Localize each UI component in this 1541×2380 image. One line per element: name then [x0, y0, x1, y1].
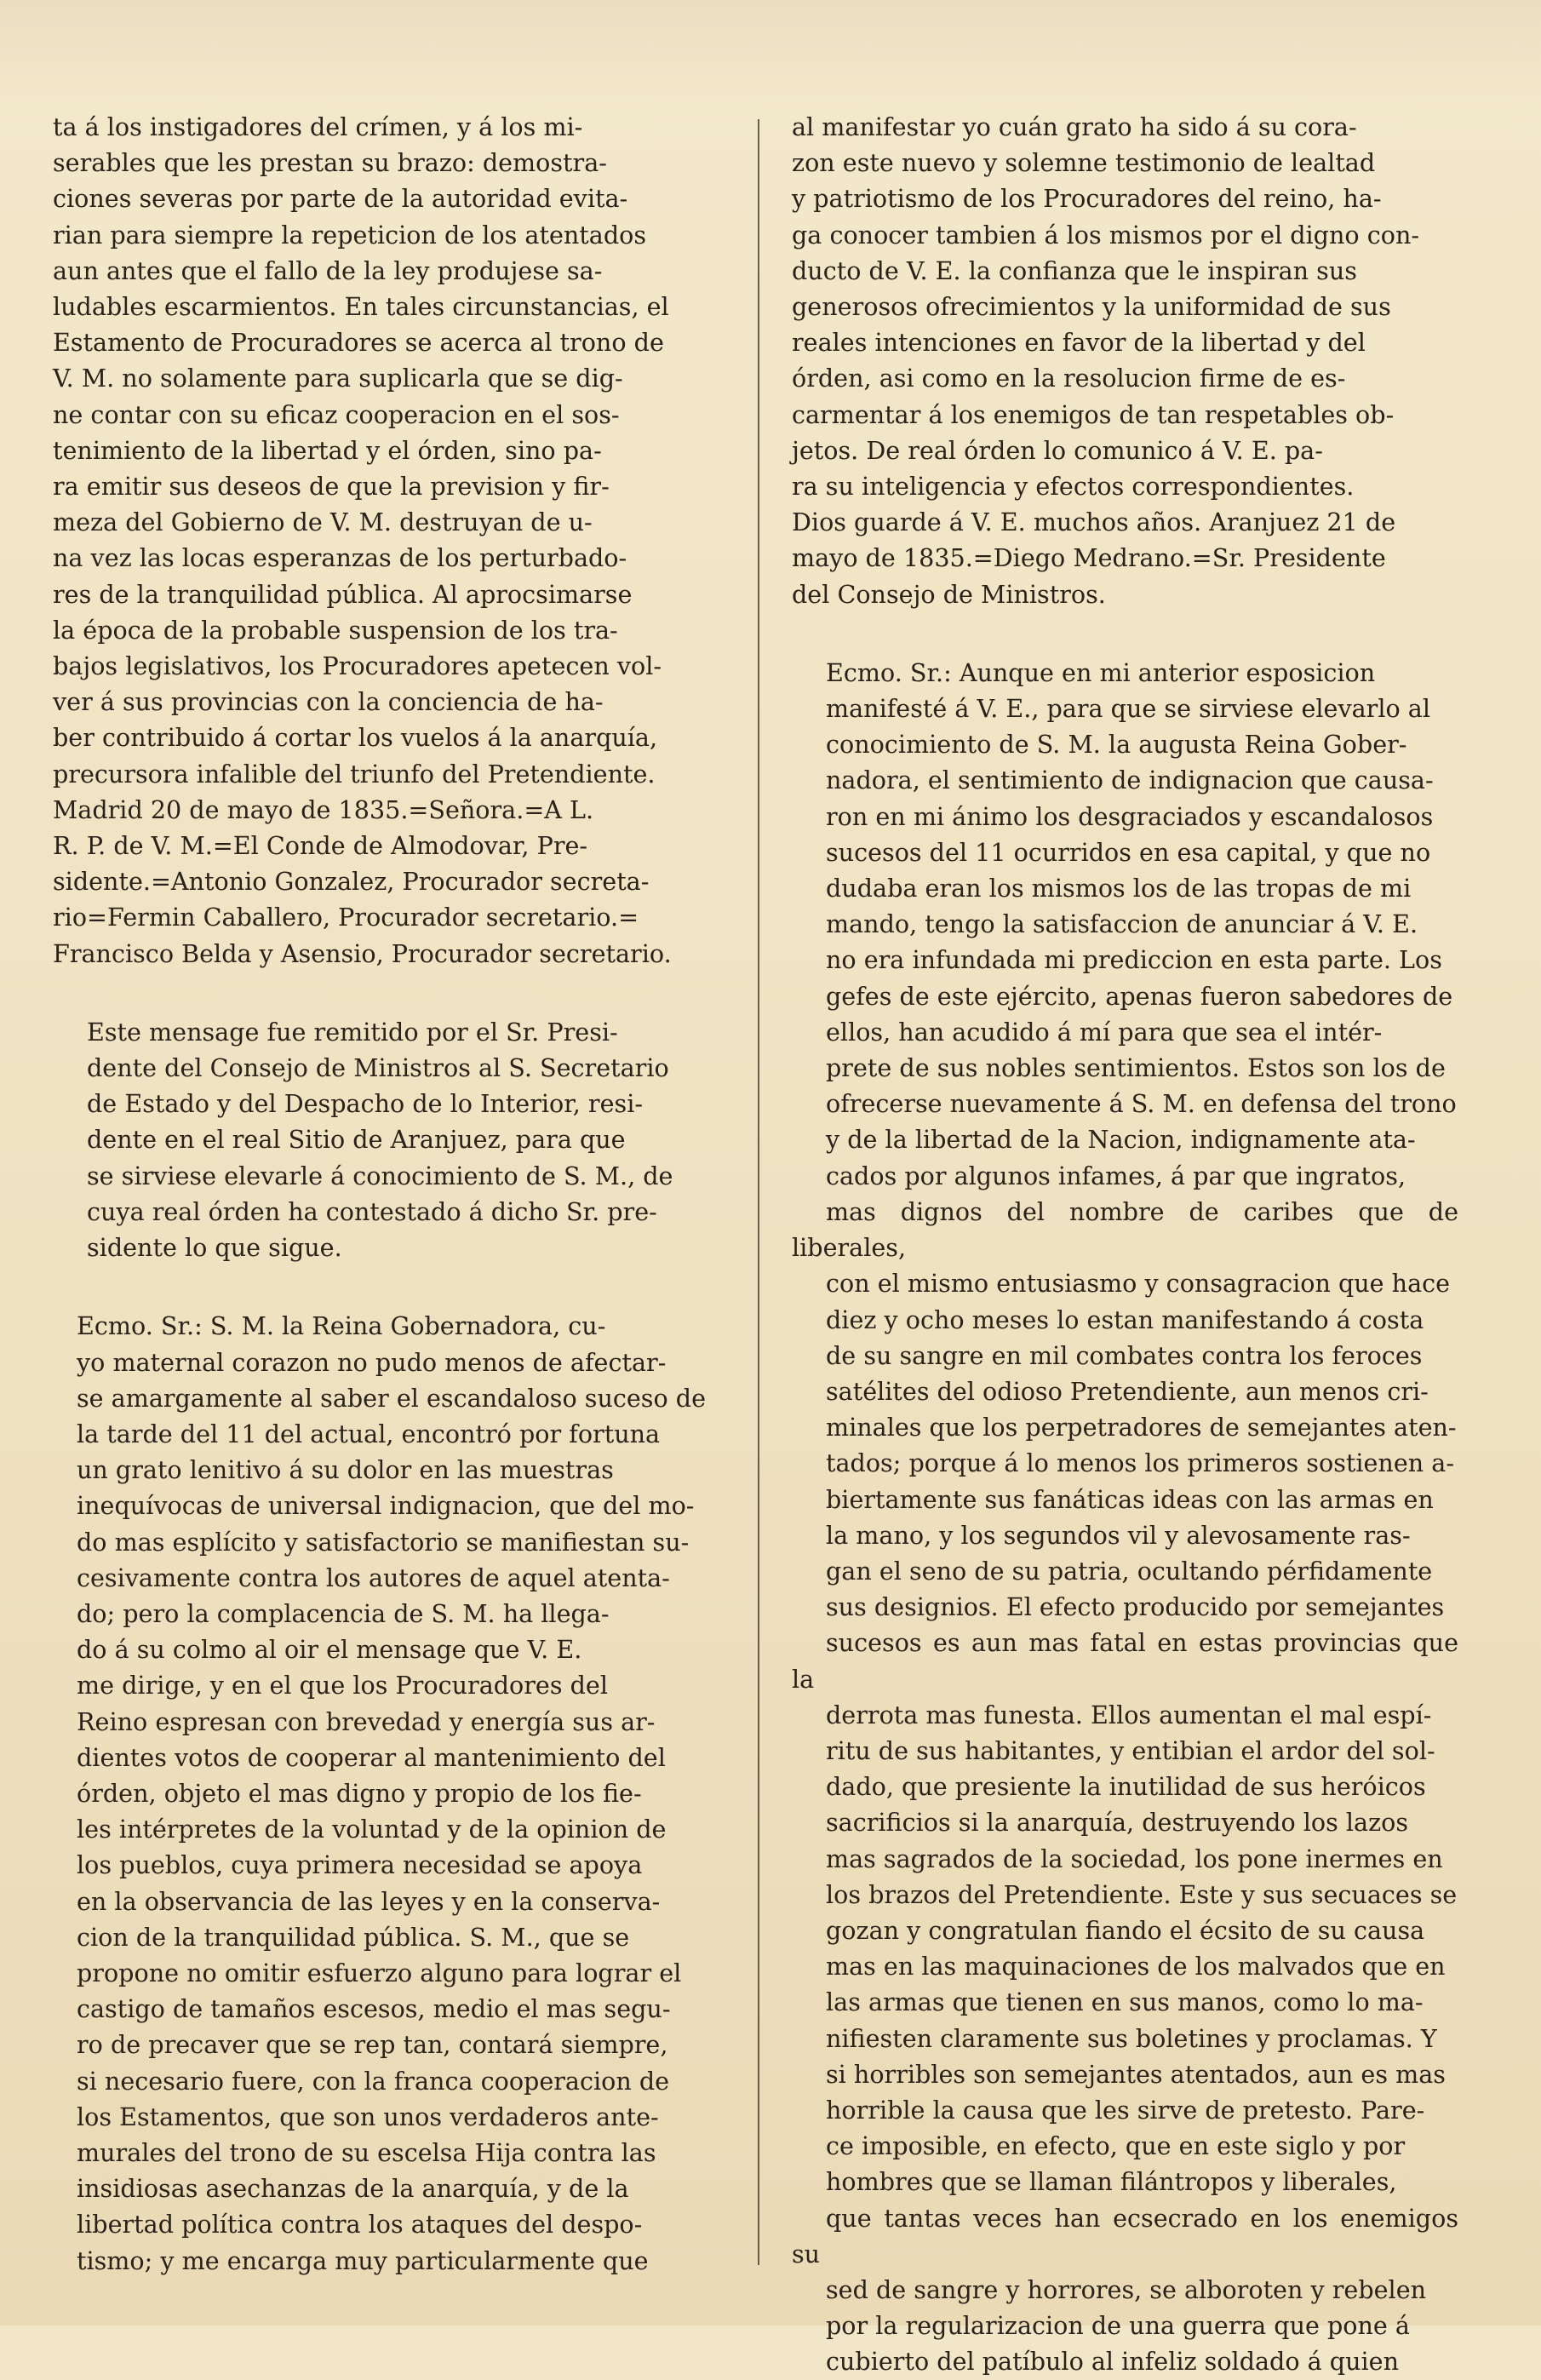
text-line: no era infundada mi prediccion en esta parte. Los — [826, 945, 1442, 975]
text-line: ciones severas por parte de la autoridad evita- — [53, 184, 628, 214]
text-line: tados; porque á lo menos los primeros sostienen a- — [826, 1448, 1454, 1478]
text-line: ludables escarmientos. En tales circunstancias, el — [53, 292, 669, 322]
text-line: ce imposible, en efecto, que en este siglo y por — [826, 2131, 1406, 2161]
text-line: sidente lo que sigue. — [87, 1233, 342, 1263]
text-line: rian para siempre la repeticion de los atentados — [53, 220, 647, 249]
text-line: ron en mi ánimo los desgraciados y escandalosos — [826, 801, 1434, 831]
text-line: do mas esplícito y satisfactorio se manifiestan su- — [77, 1527, 690, 1557]
text-line: si necesario fuere, con la franca cooperacion de — [77, 2066, 670, 2096]
army-commander-letter — [792, 655, 1458, 2380]
text-line: cion de la tranquilidad pública. S. M., que se — [77, 1922, 630, 1952]
text-line: jetos. De real órden lo comunico á V. E. pa- — [792, 435, 1323, 465]
column-divider — [758, 119, 759, 2265]
text-line: generosos ofrecimientos y la uniformidad de sus — [792, 292, 1391, 322]
text-line: ellos, han acudido á mí para que sea el intér- — [826, 1017, 1383, 1047]
text-line: reales intenciones en favor de la libertad y del — [792, 328, 1366, 358]
text-line: insidiosas asechanzas de la anarquía, y de la — [77, 2174, 629, 2204]
text-line: libertad política contra los ataques del despo- — [77, 2210, 643, 2239]
text-line: biertamente sus fanáticas ideas con las armas en — [826, 1484, 1434, 1514]
editorial-note — [53, 1014, 723, 1265]
text-line: ra emitir sus deseos de que la prevision y fir- — [53, 472, 610, 502]
text-line: carmentar á los enemigos de tan respetables ob- — [792, 399, 1395, 429]
text-line: inequívocas de universal indignacion, que del mo- — [77, 1491, 695, 1521]
text-line: las armas que tienen en sus manos, como lo ma- — [826, 1987, 1424, 2017]
text-line: meza del Gobierno de V. M. destruyan de u- — [53, 508, 593, 537]
right-column — [792, 109, 1458, 2380]
text-line: se sirviese elevarle á conocimiento de S. M., de — [87, 1161, 673, 1190]
text-line: cuya real órden ha contestado á dicho Sr. pre- — [87, 1196, 657, 1226]
text-line: Estamento de Procuradores se acerca al trono de — [53, 328, 664, 358]
text-line: R. P. de V. M.=El Conde de Almodovar, Pre- — [53, 831, 588, 861]
congress-message-closing — [53, 109, 723, 972]
text-line: conocimiento de S. M. la augusta Reina Gober- — [826, 730, 1407, 760]
text-line: por la regularizacion de una guerra que pone á — [826, 2311, 1410, 2341]
text-line: tenimiento de la libertad y el órden, sino pa- — [53, 435, 602, 465]
text-line: la tarde del 11 del actual, encontró por fortuna — [77, 1419, 661, 1448]
text-line: cados por algunos infames, á par que ingratos, — [826, 1161, 1406, 1190]
text-line: Dios guarde á V. E. muchos años. Aranjuez 21 de — [792, 508, 1396, 537]
text-line: ra su inteligencia y efectos correspondientes. — [792, 472, 1355, 502]
text-line: de su sangre en mil combates contra los feroces — [826, 1340, 1423, 1370]
text-line: castigo de tamaños escesos, medio el mas segu- — [77, 1994, 671, 2024]
text-line: y patriotismo de los Procuradores del reino, ha- — [792, 184, 1382, 214]
text-line: al manifestar yo cuán grato ha sido á su cora- — [792, 112, 1357, 141]
text-line: na vez las locas esperanzas de los perturbado- — [53, 543, 627, 573]
text-line: Ecmo. Sr.: Aunque en mi anterior esposicion — [826, 657, 1376, 687]
text-line: sus designios. El efecto producido por semejantes — [826, 1592, 1445, 1622]
royal-order-letter-continued — [792, 109, 1458, 612]
text-line: ta á los instigadores del crímen, y á los mi- — [53, 112, 583, 141]
text-line: ber contribuido á cortar los vuelos á la anarquía, — [53, 723, 658, 753]
text-line: dente en el real Sitio de Aranjuez, para que — [87, 1125, 626, 1155]
paragraph-gap — [53, 972, 723, 1014]
text-line: manifesté á V. E., para que se sirviese elevarlo al — [826, 694, 1430, 724]
text-line: mas sagrados de la sociedad, los pone inermes en — [826, 1844, 1443, 1873]
text-line: dado, que presiente la inutilidad de sus heróicos — [826, 1772, 1426, 1802]
left-column — [53, 109, 723, 2279]
text-line: ritu de sus habitantes, y entibian el ardor del sol- — [826, 1735, 1435, 1765]
text-line: zon este nuevo y solemne testimonio de lealtad — [792, 148, 1376, 178]
text-line: nadora, el sentimiento de indignacion que causa- — [826, 766, 1434, 795]
text-line: se amargamente al saber el escandaloso suceso de — [77, 1383, 706, 1413]
text-line: Este mensage fue remitido por el Sr. Presi- — [87, 1017, 618, 1047]
text-line: gozan y congratulan fiando el écsito de su causa — [826, 1915, 1425, 1945]
text-line: ne contar con su eficaz cooperacion en el sos- — [53, 399, 620, 429]
text-line: dente del Consejo de Ministros al S. Secretario — [87, 1053, 669, 1083]
text-line: V. M. no solamente para suplicarla que se dig- — [53, 364, 623, 393]
text-line: tismo; y me encarga muy particularmente que — [77, 2245, 649, 2275]
text-line: con el mismo entusiasmo y consagracion que hace — [826, 1269, 1451, 1299]
text-line: los brazos del Pretendiente. Este y sus secuaces se — [826, 1879, 1458, 1909]
text-line: horrible la causa que les sirve de pretesto. Pare- — [826, 2095, 1425, 2125]
text-line: serables que les prestan su brazo: demostra- — [53, 148, 607, 178]
text-line: mas en las maquinaciones de los malvados que en — [826, 1952, 1446, 1981]
text-line: les intérpretes de la voluntad y de la opinion de — [77, 1815, 667, 1844]
text-line: murales del trono de su escelsa Hija contra las — [77, 2137, 656, 2167]
bleed-through-shadow — [0, 0, 1541, 102]
text-line: do; pero la complacencia de S. M. ha llega- — [77, 1598, 610, 1628]
text-line: dudaba eran los mismos los de las tropas de mi — [826, 874, 1412, 903]
paragraph-gap — [53, 1265, 723, 1308]
text-line: mayo de 1835.=Diego Medrano.=Sr. Presidente — [792, 543, 1386, 573]
text-line: do á su colmo al oir el mensage que V. E. — [77, 1635, 582, 1665]
text-line: dientes votos de cooperar al mantenimiento del — [77, 1742, 666, 1772]
text-line: precursora infalible del triunfo del Pretendiente. — [53, 759, 656, 789]
text-line: mas dignos del nombre de caribes que de liberales, — [792, 1196, 1458, 1263]
royal-order-letter — [53, 1308, 723, 2278]
text-line: bajos legislativos, los Procuradores apetecen vol- — [53, 651, 662, 681]
text-line: Ecmo. Sr.: S. M. la Reina Gobernadora, cu- — [77, 1311, 606, 1341]
text-line: órden, asi como en la resolucion firme de es- — [792, 364, 1346, 393]
text-line: aun antes que el fallo de la ley produjese sa- — [53, 255, 603, 285]
text-line: prete de sus nobles sentimientos. Estos son los de — [826, 1053, 1446, 1083]
text-line: Reino espresan con brevedad y energía sus ar- — [77, 1706, 656, 1736]
text-line: sidente.=Antonio Gonzalez, Procurador secreta- — [53, 867, 650, 897]
text-line: ofrecerse nuevamente á S. M. en defensa del trono — [826, 1089, 1457, 1119]
text-line: diez y ocho meses lo estan manifestando á costa — [826, 1305, 1424, 1334]
text-line: gefes de este ejército, apenas fueron sabedores de — [826, 981, 1453, 1011]
text-line: los Estamentos, que son unos verdaderos ante- — [77, 2102, 659, 2131]
text-line: nifiesten claramente sus boletines y proclamas. Y — [826, 2023, 1437, 2053]
text-line: rio=Fermin Caballero, Procurador secretario.= — [53, 903, 639, 932]
text-line: Francisco Belda y Asensio, Procurador secretario. — [53, 938, 672, 968]
text-line: sed de sangre y horrores, se alboroten y rebelen — [826, 2274, 1427, 2304]
text-line: gan el seno de su patria, ocultando pérfidamente — [826, 1556, 1433, 1586]
text-line: cubierto del patíbulo al infeliz soldado á quien — [826, 2347, 1400, 2377]
text-line: hombres que se llaman filántropos y liberales, — [826, 2167, 1397, 2197]
text-line: la época de la probable suspension de los tra- — [53, 615, 618, 645]
text-line: si horribles son semejantes atentados, aun es mas — [826, 2059, 1446, 2089]
text-line: ga conocer tambien á los mismos por el digno con- — [792, 220, 1420, 249]
text-line: me dirige, y en el que los Procuradores del — [77, 1671, 608, 1700]
text-line: cesivamente contra los autores de aquel atenta- — [77, 1563, 670, 1592]
text-line: del Consejo de Ministros. — [792, 579, 1106, 609]
text-line: mando, tengo la satisfaccion de anunciar á V. E. — [826, 909, 1418, 939]
text-line: Madrid 20 de mayo de 1835.=Señora.=A L. — [53, 794, 594, 824]
text-line: que tantas veces han ecsecrado en los enemigos su — [792, 2203, 1458, 2268]
text-line: sucesos del 11 ocurridos en esa capital, y que no — [826, 837, 1431, 867]
text-line: res de la tranquilidad pública. Al aprocsimarse — [53, 579, 633, 609]
text-line: órden, objeto el mas digno y propio de los fie- — [77, 1778, 642, 1808]
text-line: sacrificios si la anarquía, destruyendo los lazos — [826, 1808, 1409, 1838]
text-line: un grato lenitivo á su dolor en las muestras — [77, 1455, 614, 1485]
text-line: derrota mas funesta. Ellos aumentan el mal espí- — [826, 1700, 1432, 1729]
text-line: y de la libertad de la Nacion, indignamente ata- — [826, 1125, 1416, 1155]
paragraph-gap — [792, 612, 1458, 655]
text-line: satélites del odioso Pretendiente, aun menos cri- — [826, 1376, 1429, 1406]
text-line: yo maternal corazon no pudo menos de afectar- — [77, 1347, 667, 1377]
text-line: en la observancia de las leyes y en la conserva- — [77, 1886, 661, 1916]
text-line: ducto de V. E. la confianza que le inspiran sus — [792, 255, 1357, 285]
text-line: ver á sus provincias con la conciencia de ha- — [53, 687, 604, 717]
text-line: minales que los perpetradores de semejantes aten- — [826, 1413, 1457, 1442]
text-line: los pueblos, cuya primera necesidad se apoya — [77, 1850, 643, 1880]
text-line: propone no omitir esfuerzo alguno para lograr el — [77, 1958, 682, 1987]
text-line: ro de precaver que se rep tan, contará siempre, — [77, 2030, 668, 2060]
text-line: de Estado y del Despacho de lo Interior, resi- — [87, 1089, 644, 1119]
text-line: la mano, y los segundos vil y alevosamente ras- — [826, 1520, 1411, 1550]
text-line: sucesos es aun mas fatal en estas provincias que la — [792, 1628, 1458, 1694]
